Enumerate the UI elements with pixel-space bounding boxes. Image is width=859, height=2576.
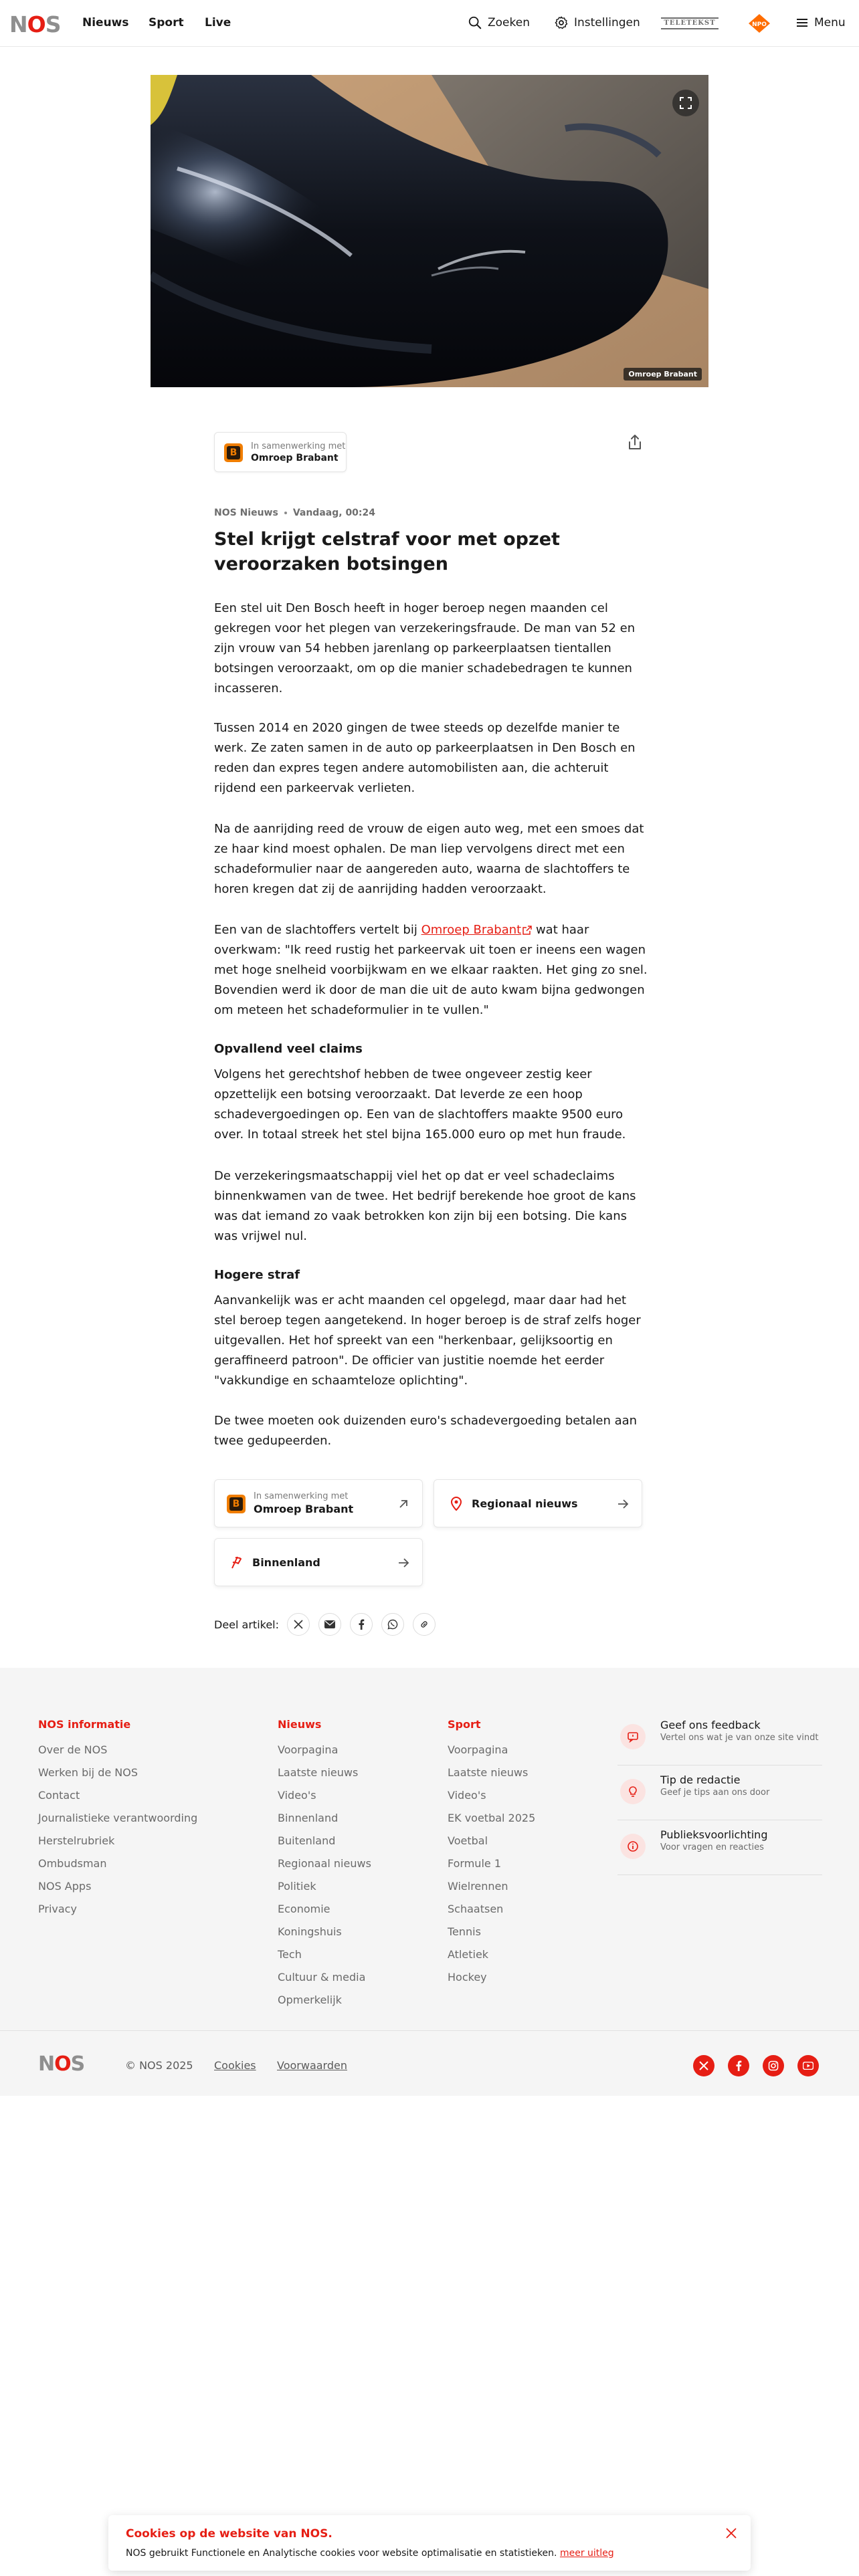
feedback-link[interactable] [617, 1719, 822, 1765]
footer-link[interactable]: Hockey [448, 1971, 487, 1983]
nos-logo[interactable]: NOS [9, 11, 61, 37]
related-card-regionaal-nieuws[interactable] [434, 1479, 642, 1527]
arrow-right-icon [397, 1556, 410, 1570]
article-paragraph-8: De twee moeten ook duizenden euro's schadevergoeding betalen aan twee gedupeerden. [214, 1414, 638, 1448]
article-meta [214, 506, 375, 520]
close-icon [725, 2527, 737, 2539]
partner-badge[interactable] [214, 432, 347, 472]
social-x-button[interactable] [693, 2055, 714, 2076]
footer-link[interactable]: Voetbal [448, 1834, 488, 1847]
card-label: Omroep Brabant [254, 1503, 354, 1515]
footer-link[interactable]: Schaatsen [448, 1903, 504, 1915]
settings-button[interactable] [554, 15, 640, 30]
facebook-icon [735, 2060, 742, 2071]
instagram-icon [768, 2060, 779, 2071]
x-logo-icon [699, 2061, 708, 2070]
footer-link[interactable]: Opmerkelijk [278, 1994, 342, 2006]
cookie-close-button[interactable] [721, 2523, 741, 2543]
article-paragraph-6: De verzekeringsmaatschappij viel het op dat er veel schadeclaims binnenkwamen van de twee. Het bedrijf berekende hoe groot de kans was dat iemand zo vaak betrokken kon zijn bij een botsing. Die kans was vrijwel nul. [214, 1169, 636, 1243]
social-instagram-button[interactable] [763, 2055, 784, 2076]
partner-name: Omroep Brabant [251, 453, 339, 463]
feedback-icon [620, 1724, 646, 1749]
youtube-icon [803, 2062, 814, 2070]
subheading-straf: Hogere straf [214, 1268, 300, 1282]
article-paragraph-4: Een van de slachtoffers vertelt bij Omroep Brabant wat haar overkwam: "Ik reed rustig het parkeervak uit toen er ineens een wagen met hoge snelheid voorbijkwam en we elkaar raakten. Het ging zo snel. Bovendien werd ik door de man die uit de auto kwam bijna gedwongen om meteen het schadeformulier in te vullen." [214, 923, 648, 1017]
related-card-binnenland[interactable] [214, 1538, 423, 1586]
article-title: Stel krijgt celstraf voor met opzet veroorzaken botsingen [214, 529, 560, 574]
footer-heading-sport: Sport [448, 1718, 481, 1731]
share-email-button[interactable] [318, 1613, 341, 1636]
footer-link[interactable]: Contact [38, 1789, 80, 1802]
fullscreen-button[interactable] [672, 90, 699, 116]
top-navigation-bar [0, 0, 859, 47]
link-icon [419, 1619, 430, 1630]
footer-link[interactable]: Formule 1 [448, 1857, 501, 1870]
info-icon [620, 1834, 646, 1859]
car-damage-photo [151, 75, 708, 387]
publieksvoorlichting-subtitle: Voor vragen en reacties [660, 1842, 764, 1852]
footer-link[interactable]: Herstelrubriek [38, 1834, 115, 1847]
external-link-icon [522, 926, 532, 935]
meta-dot [284, 512, 287, 514]
related-card-omroep-brabant[interactable] [214, 1479, 423, 1527]
tip-redactie-link[interactable] [617, 1774, 822, 1820]
footer-link[interactable]: Tennis [448, 1925, 481, 1938]
external-arrow-icon [397, 1497, 410, 1511]
subheading-claims: Opvallend veel claims [214, 1042, 363, 1056]
mail-icon [324, 1620, 335, 1628]
nav-item-live[interactable]: Live [205, 16, 231, 29]
card-prefix: In samenwerking met [254, 1491, 349, 1501]
share-row [214, 1613, 444, 1636]
search-button[interactable] [468, 15, 530, 30]
search-icon [468, 15, 482, 30]
footer-link[interactable]: Economie [278, 1903, 330, 1915]
card-label: Regionaal nieuws [472, 1497, 578, 1510]
social-facebook-button[interactable] [728, 2055, 749, 2076]
share-facebook-button[interactable] [350, 1613, 373, 1636]
footer-link[interactable]: Journalistieke verantwoording [38, 1812, 198, 1824]
expand-icon [680, 97, 692, 109]
copyright: © NOS 2025 [125, 2059, 193, 2072]
footer-link[interactable]: Laatste nieuws [278, 1766, 359, 1779]
article-time: Vandaag, 00:24 [292, 508, 376, 518]
omroep-brabant-logo: B [227, 1495, 246, 1513]
share-x-button[interactable] [287, 1613, 310, 1636]
share-button[interactable] [624, 432, 646, 453]
tag-icon [229, 1555, 244, 1571]
omroep-brabant-logo: B [224, 443, 243, 462]
x-logo-icon [294, 1620, 303, 1629]
footer-link[interactable]: Regionaal nieuws [278, 1857, 371, 1870]
search-label: Zoeken [488, 16, 530, 29]
cookie-banner [108, 2515, 751, 2571]
tip-title: Tip de redactie [660, 1774, 741, 1786]
feedback-subtitle: Vertel ons wat je van onze site vindt [660, 1733, 819, 1743]
menu-label: Menu [814, 16, 846, 29]
menu-button[interactable] [795, 15, 846, 30]
footer-link[interactable]: Voorpagina [448, 1743, 508, 1756]
cookies-footer-link[interactable]: Cookies [214, 2059, 256, 2072]
footer-link[interactable]: Ombudsman [38, 1857, 107, 1870]
publieksvoorlichting-title: Publieksvoorlichting [660, 1828, 768, 1841]
footer-heading-nieuws: Nieuws [278, 1718, 322, 1731]
article-paragraph-1: Een stel uit Den Bosch heeft in hoger beroep negen maanden cel gekregen voor het plegen van verzekeringsfraude. De man van 52 en zijn vrouw van 54 hebben jarenlang op parkeerplaatsen tientallen botsingen veroorzaakt, om op die manier schadebedragen te kunnen incasseren. [214, 601, 636, 695]
teletekst-link[interactable]: TELETEKST [661, 17, 719, 29]
gear-icon [554, 15, 569, 30]
share-icon [628, 435, 642, 451]
article-paragraph-2: Tussen 2014 en 2020 gingen de twee steeds op dezelfde manier te werk. Ze zaten samen in de auto op parkeerplaatsen in Den Bosch en reden dan expres tegen andere automobilisten aan, die achteruit rijdend een parkeervak verlieten. [214, 721, 636, 795]
arrow-right-icon [616, 1497, 630, 1511]
nav-item-sport[interactable]: Sport [149, 16, 184, 29]
footer-link[interactable]: Video's [448, 1789, 486, 1802]
footer-link[interactable]: NOS Apps [38, 1880, 92, 1893]
cookie-title: Cookies op de website van NOS. [126, 2527, 332, 2541]
npo-logo[interactable] [748, 13, 771, 33]
footer-link[interactable]: Binnenland [278, 1812, 339, 1824]
footer-link[interactable]: Cultuur & media [278, 1971, 366, 1983]
social-youtube-button[interactable] [797, 2055, 819, 2076]
footer-heading-nos-informatie: NOS informatie [38, 1718, 131, 1731]
footer-link[interactable]: Over de NOS [38, 1743, 108, 1756]
settings-label: Instellingen [574, 16, 640, 29]
article-paragraph-5: Volgens het gerechtshof hebben de twee ongeveer zestig keer opzettelijk een botsing veroorzaakt. Dat leverde ze een hoop schadevergoedingen op. Een van de slachtoffers maakte 9500 euro over. In totaal streek het stel bijna 165.000 euro op met hun fraude. [214, 1067, 626, 1142]
nav-item-nieuws[interactable]: Nieuws [82, 16, 129, 29]
footer-nos-logo[interactable]: NOS [38, 2052, 85, 2076]
svg-text:NPO: NPO [752, 21, 767, 28]
footer-link[interactable]: Werken bij de NOS [38, 1766, 138, 1779]
footer-link[interactable]: Atletiek [448, 1948, 489, 1961]
article-source: NOS Nieuws [214, 508, 278, 518]
article-paragraph-3: Na de aanrijding reed de vrouw de eigen auto weg, met een smoes dat ze haar kind moest ophalen. De man liep vervolgens direct met een schadeformulier naar de aangereden auto, waarna de slachtoffers te horen kregen dat zij de aanrijding hadden veroorzaakt. [214, 822, 644, 896]
footer-link[interactable]: Politiek [278, 1880, 316, 1893]
footer-link[interactable]: Privacy [38, 1903, 77, 1915]
omroep-brabant-link[interactable]: Omroep Brabant [421, 923, 522, 937]
share-label: Deel artikel: [214, 1618, 280, 1631]
hero-image[interactable] [151, 75, 708, 387]
card-label: Binnenland [252, 1556, 320, 1569]
voorwaarden-footer-link[interactable]: Voorwaarden [277, 2059, 347, 2072]
copy-link-button[interactable] [413, 1613, 436, 1636]
footer-link[interactable]: EK voetbal 2025 [448, 1812, 536, 1824]
footer-link[interactable]: Wielrennen [448, 1880, 508, 1893]
location-pin-icon [449, 1496, 464, 1512]
hamburger-icon [795, 16, 809, 29]
footer-link[interactable]: Koningshuis [278, 1925, 342, 1938]
footer-link[interactable]: Buitenland [278, 1834, 336, 1847]
footer-link[interactable]: Tech [278, 1948, 302, 1961]
cookie-more-info-link[interactable]: meer uitleg [559, 2548, 614, 2559]
lightbulb-icon [620, 1779, 646, 1804]
publieksvoorlichting-link[interactable] [617, 1828, 822, 1875]
cookie-text: NOS gebruikt Functionele en Analytische cookies voor website optimalisatie en statistieken. meer uitleg [126, 2548, 614, 2559]
feedback-title: Geef ons feedback [660, 1719, 761, 1731]
footer-link[interactable]: Video's [278, 1789, 316, 1802]
footer-link[interactable]: Voorpagina [278, 1743, 339, 1756]
partner-prefix: In samenwerking met [251, 441, 346, 451]
footer-link[interactable]: Laatste nieuws [448, 1766, 529, 1779]
facebook-icon [358, 1619, 365, 1630]
tip-subtitle: Geef je tips aan ons door [660, 1788, 770, 1798]
photo-credit: Omroep Brabant [624, 368, 702, 381]
share-whatsapp-button[interactable] [381, 1613, 404, 1636]
whatsapp-icon [387, 1619, 398, 1630]
article-paragraph-7: Aanvankelijk was er acht maanden cel opgelegd, maar daar had het stel beroep tegen aangetekend. In hoger beroep is de straf zelfs hoger uitgevallen. Het hof spreekt van een "herkenbaar, gelijksoortig en geraffineerd patroon". De officier van justitie noemde het eerder "vakkundige en schaamteloze oplichting". [214, 1293, 641, 1388]
